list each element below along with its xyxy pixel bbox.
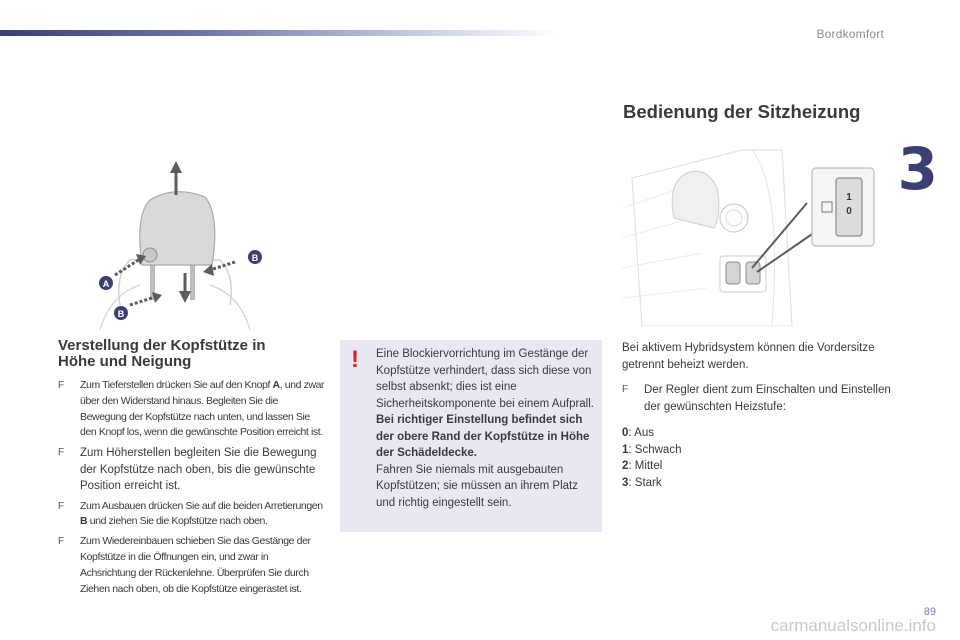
level-key: 3 — [622, 476, 629, 489]
key-b: B — [80, 515, 88, 528]
headrest-title-line2: Höhe und Neigung — [58, 353, 192, 370]
seat-heating-intro: Bei aktivem Hybridsystem können die Vordersitze getrennt beheizt werden. — [622, 342, 875, 371]
bullet-text: , und zwar über den Widerstand hinaus. Begleiten Sie die Bewegung der Kopfstütze nach unten, und lassen Sie den Knopf los, wenn die gewünschte Position erreicht ist. — [80, 379, 325, 439]
level-item — [622, 425, 892, 442]
warning-text-1: Eine Blockiervorrichtung im Gestänge der Kopfstütze verhindert, dass sich diese von selbst absenkt; dies ist eine Sicherheitskomponente bei einem Aufprall. — [376, 348, 594, 410]
bullet-text: Zum Tieferstellen drücken Sie auf den Knopf — [80, 379, 273, 391]
warning-icon: ! — [351, 346, 359, 373]
bullet-text: Zum Höherstellen begleiten Sie die Bewegung der Kopfstütze nach oben, bis die gewünschte Position erreicht ist. — [80, 447, 317, 493]
seat-heating-title: Bedienung der Sitzheizung — [623, 101, 861, 122]
label-b-left: B — [117, 309, 125, 319]
headrest-title — [58, 338, 326, 370]
watermark: carmanualsonline.info — [770, 616, 936, 635]
headrest-section — [58, 338, 326, 601]
bullet-lower — [58, 378, 326, 441]
level-key: 2 — [622, 460, 629, 472]
chapter-number: 3 — [897, 135, 938, 203]
level-key: 1 — [622, 443, 629, 456]
level-label: : Schwach — [628, 443, 682, 456]
level-item — [622, 442, 892, 459]
headrest-title-line1: Verstellung der Kopfstütze in — [58, 337, 266, 354]
bullet-raise — [58, 445, 326, 495]
warning-text — [376, 346, 598, 511]
level-item — [622, 475, 892, 492]
bullet-text: Der Regler dient zum Einschalten und Einstellen der gewünschten Heizstufe: — [644, 384, 891, 413]
page-number: 89 — [923, 606, 936, 618]
dial-mark-0: 0 — [846, 206, 852, 217]
seat-heating-bullet — [622, 382, 892, 415]
label-b-right: B — [251, 253, 259, 263]
level-label: : Stark — [628, 476, 662, 489]
bullet-text: Zum Ausbauen drücken Sie auf die beiden Arretierungen — [80, 499, 323, 512]
label-a: A — [102, 279, 110, 289]
bullet-text: Zum Wiedereinbauen schieben Sie das Gestänge der Kopfstütze in die Öffnungen ein, und zwar in Achsrichtung der Rückenlehne. Überprüfen Sie durch Ziehen nach oben, ob die Kopfstütze eingerastet ist. — [80, 535, 311, 595]
headrest-illustration — [60, 155, 275, 330]
level-label: : Mittel — [628, 460, 663, 472]
bullet-mark: F — [58, 380, 64, 391]
level-key: 0 — [622, 427, 629, 439]
dial-mark-1: 1 — [846, 192, 852, 203]
key-a: A — [272, 379, 280, 391]
warning-text-2: Fahren Sie niemals mit ausgebauten Kopfstützen; sie müssen an ihrem Platz und richtig eingestellt sein. — [376, 463, 578, 509]
bullet-mark: F — [58, 500, 64, 512]
header-bar — [0, 30, 560, 36]
heating-levels — [622, 425, 892, 491]
bullet-remove — [58, 499, 326, 531]
seat-heating-console-illustration — [622, 148, 884, 326]
warning-text-bold: Bei richtiger Einstellung befindet sich der obere Rand der Kopfstütze in Höhe der Schädeldecke. — [376, 414, 590, 459]
level-item — [622, 458, 892, 475]
bullet-mark: F — [58, 536, 64, 548]
seat-heating-section — [622, 340, 892, 491]
bullet-mark: F — [58, 447, 65, 459]
bullet-refit — [58, 534, 326, 597]
bullet-mark: F — [622, 384, 629, 395]
warning-box — [340, 340, 602, 532]
level-label: : Aus — [628, 427, 654, 439]
bullet-text: und ziehen Sie die Kopfstütze nach oben. — [87, 515, 268, 528]
section-label: Bordkomfort — [816, 27, 884, 41]
